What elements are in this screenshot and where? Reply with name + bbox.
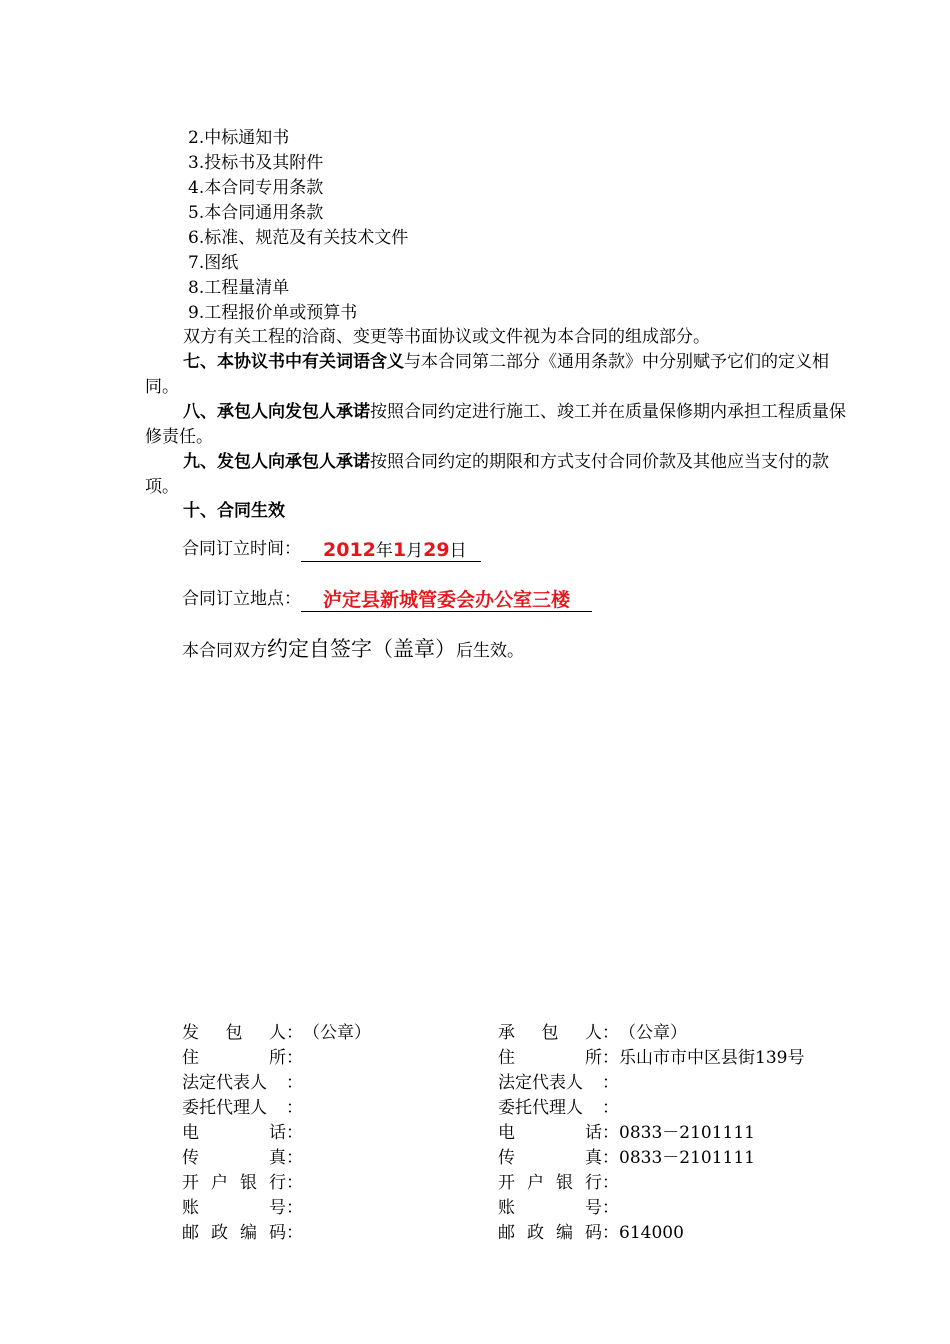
sign-day: 29 <box>423 539 450 561</box>
contractor-value: 乐山市市中区县街139号 <box>619 1048 805 1068</box>
employer-colon: ： <box>286 1223 303 1243</box>
employer-block <box>182 1021 371 1246</box>
contractor-colon: ： <box>602 1148 619 1168</box>
contractor-label: 电 话 <box>498 1123 602 1143</box>
day-unit: 日 <box>449 541 467 561</box>
employer-row <box>182 1196 371 1221</box>
contractor-label: 开 户 银 行 <box>498 1173 602 1193</box>
contractor-row <box>498 1096 804 1121</box>
contractor-row <box>498 1146 804 1171</box>
contractor-row <box>498 1121 804 1146</box>
contractor-colon: ： <box>602 1023 619 1043</box>
employer-row <box>182 1171 371 1196</box>
sign-month: 1 <box>392 539 407 561</box>
employer-row <box>182 1121 371 1146</box>
employer-colon: ： <box>286 1173 303 1193</box>
year-unit: 年 <box>375 541 393 561</box>
contractor-row <box>498 1071 804 1096</box>
contractor-row <box>498 1021 804 1046</box>
contractor-value: 0833－2101111 <box>619 1123 755 1143</box>
contractor-label: 邮 政 编 码 <box>498 1223 602 1243</box>
effect-text-part2: 约定自签字（盖章） <box>267 637 456 661</box>
contractor-row <box>498 1171 804 1196</box>
month-unit: 月 <box>406 541 424 561</box>
clause-9-heading: 九、发包人向承包人承诺 <box>183 452 370 472</box>
employer-label: 邮 政 编 码 <box>182 1223 286 1243</box>
contractor-label: 承 包 人 <box>498 1023 602 1043</box>
sign-place-value: 泸定县新城管委会办公室三楼 <box>323 589 571 611</box>
contractor-label: 法定代表人 <box>498 1073 583 1093</box>
contractor-value: （公章） <box>619 1023 687 1043</box>
list-item: 2.中标通知书 <box>188 128 290 148</box>
employer-row <box>182 1096 371 1121</box>
effect-text-part1: 本合同双方 <box>182 641 267 661</box>
clause-7-heading: 七、本协议书中有关词语含义 <box>183 352 404 372</box>
list-item: 6.标准、规范及有关技术文件 <box>188 228 409 248</box>
sign-year: 2012 <box>323 539 376 561</box>
employer-label: 法定代表人 <box>182 1073 267 1093</box>
list-item: 5.本合同通用条款 <box>188 203 324 223</box>
employer-row <box>182 1221 371 1246</box>
employer-colon: ： <box>286 1148 303 1168</box>
sign-time-value <box>301 537 481 562</box>
list-item: 3.投标书及其附件 <box>188 153 324 173</box>
contractor-colon: ： <box>602 1198 619 1218</box>
employer-row <box>182 1021 371 1046</box>
effect-text <box>182 636 524 664</box>
sign-place-label: 合同订立地点： <box>182 589 301 609</box>
contractor-colon: ： <box>602 1048 619 1068</box>
contractor-row <box>498 1196 804 1221</box>
contractor-value: 0833－2101111 <box>619 1148 755 1168</box>
contractor-row <box>498 1046 804 1071</box>
clause-7 <box>145 350 861 400</box>
contractor-colon: ： <box>602 1123 619 1143</box>
employer-label: 开 户 银 行 <box>182 1173 286 1193</box>
contractor-value: 614000 <box>619 1223 684 1243</box>
employer-colon: ： <box>286 1073 303 1093</box>
clause-10-heading: 十、合同生效 <box>183 501 285 521</box>
employer-colon: ： <box>286 1123 303 1143</box>
clause-8 <box>145 400 861 450</box>
employer-label: 账 号 <box>182 1198 286 1218</box>
components-paragraph: 双方有关工程的洽商、变更等书面协议或文件视为本合同的组成部分。 <box>183 327 710 347</box>
sign-time-label: 合同订立时间： <box>182 539 301 559</box>
employer-colon: ： <box>286 1198 303 1218</box>
list-item: 7.图纸 <box>188 253 239 273</box>
sign-place-row <box>182 586 592 612</box>
contractor-label: 传 真 <box>498 1148 602 1168</box>
employer-label: 电 话 <box>182 1123 286 1143</box>
clause-8-text: 按照合同约定进行施工、竣工并在质量保修期内承担工程质量保修责任。 <box>145 402 846 447</box>
sign-time-row <box>182 536 481 562</box>
clause-9-text: 按照合同约定的期限和方式支付合同价款及其他应当支付的款项。 <box>145 452 829 497</box>
employer-colon: ： <box>286 1048 303 1068</box>
employer-row <box>182 1071 371 1096</box>
employer-colon: ： <box>286 1098 303 1118</box>
employer-value: （公章） <box>303 1023 371 1043</box>
list-item: 4.本合同专用条款 <box>188 178 324 198</box>
employer-row <box>182 1046 371 1071</box>
list-item: 9.工程报价单或预算书 <box>188 303 358 323</box>
employer-row <box>182 1146 371 1171</box>
contractor-row <box>498 1221 804 1246</box>
contractor-label: 住 所 <box>498 1048 602 1068</box>
employer-label: 委托代理人 <box>182 1098 267 1118</box>
contractor-colon: ： <box>602 1173 619 1193</box>
list-item: 8.工程量清单 <box>188 278 290 298</box>
clause-8-heading: 八、承包人向发包人承诺 <box>183 402 370 422</box>
contractor-label: 账 号 <box>498 1198 602 1218</box>
clause-7-text: 与本合同第二部分《通用条款》中分别赋予它们的定义相同。 <box>145 352 829 397</box>
contractor-block <box>498 1021 804 1246</box>
clause-9 <box>145 450 861 500</box>
employer-label: 传 真 <box>182 1148 286 1168</box>
employer-label: 住 所 <box>182 1048 286 1068</box>
employer-colon: ： <box>286 1023 303 1043</box>
contractor-colon: ： <box>602 1098 619 1118</box>
effect-text-part3: 后生效。 <box>456 641 524 661</box>
contractor-colon: ： <box>602 1223 619 1243</box>
contractor-colon: ： <box>602 1073 619 1093</box>
employer-label: 发 包 人 <box>182 1023 286 1043</box>
contractor-label: 委托代理人 <box>498 1098 583 1118</box>
sign-place-value-wrap <box>301 587 592 612</box>
